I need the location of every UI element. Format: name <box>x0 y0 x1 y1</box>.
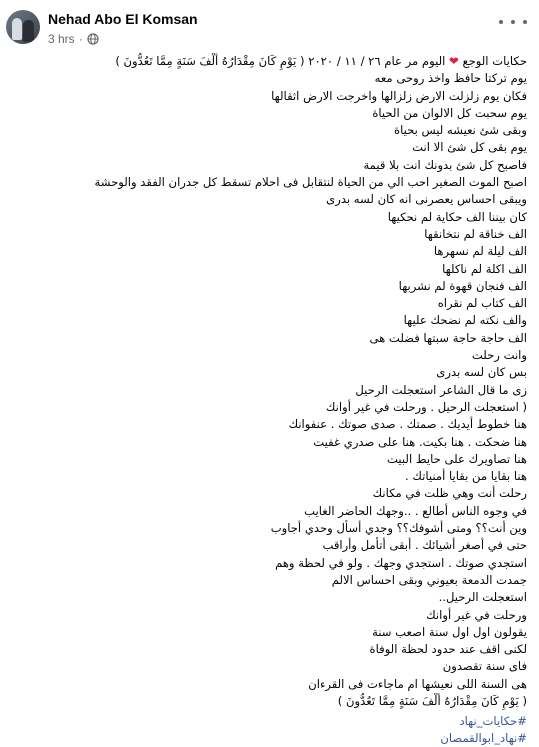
post-text-line: استعجلت الرحيل.. <box>438 590 527 605</box>
post-text-line: رحلت أنت وهي ظلت في مكانك <box>372 486 527 501</box>
post-text-line: جمدت الدمعة بعيوني وبقى احساس الالم <box>331 572 527 587</box>
post-text-line: يوم بقى كل شئ الا انت <box>412 140 527 155</box>
post-text-line: ( استعجلت الرحيل . ورحلت في غير أوانك <box>325 399 527 414</box>
post-body <box>12 53 527 747</box>
post-text-line: هنا ضحكت . هنا بكيت. هنا على صدري غفيت <box>313 434 527 449</box>
post-text-line: فكان يوم زلزلت الارض زلزالها واخرجت الارض اثقالها <box>271 88 527 103</box>
post-header <box>0 0 539 50</box>
more-options-icon[interactable] <box>499 14 527 30</box>
post-time[interactable]: 3 hrs <box>48 32 75 46</box>
post-text-line: هنا بقايا من بقايا أمنياتك . <box>404 469 527 484</box>
hashtag-link[interactable]: #حكايات_نهاد <box>459 714 527 729</box>
post-text-line: هنا تصاويرك على حايط البيت <box>387 451 527 466</box>
post-text-line: بس كان لسه بدرى <box>436 365 527 380</box>
post-text-line: حتى في أصغر أشيائك . أبقى أتأمل وأراقب <box>322 538 527 553</box>
globe-icon[interactable] <box>87 33 99 45</box>
post-text-line: هى السنة اللى نعيشها ام ماجاءت فى القرءان <box>308 676 527 691</box>
post-text-line: ويبقى احساس يعصرنى انه كان لسه بدرى <box>326 192 527 207</box>
hashtags <box>12 713 527 747</box>
post-text-line: وين أنت؟؟ ومتى أشوفك؟؟ وجدي أسأل وحدي أجاوب <box>270 521 527 536</box>
post-text-line: وانت رحلت <box>471 348 527 363</box>
post-text-line: في وجوه الناس أطالع . ..وجهك الحاضر الغايب <box>304 503 527 518</box>
meta-separator: · <box>78 32 83 46</box>
heart-icon: ❤ <box>449 54 459 68</box>
avatar[interactable] <box>6 10 40 44</box>
post-text-line: اصبح الموت الصغير احب الي من الحياة لنتقابل فى احلام تسقط كل جدران الفقد والوحشة <box>94 175 527 190</box>
post-text-line: زى ما قال الشاعر استعجلت الرحيل <box>355 382 527 397</box>
post-text-line: وبقى شئ نعيشه ليس بحياة <box>394 123 527 138</box>
post-text-line: الف اكلة لم ناكلها <box>442 261 527 276</box>
post-text-line: ورحلت في غير أوانك <box>426 607 527 622</box>
post-meta <box>48 31 99 47</box>
post-text-line: هنا خطوط أيديك . صمتك . صدى صوتك . عنفوانك <box>288 417 527 432</box>
post-text-line: الف كتاب لم نقراه <box>437 296 527 311</box>
post-text-line: فاصبح كل شئ بدونك انت بلا قيمة <box>363 157 527 172</box>
post-text-line: يوم سحبت كل الالوان من الحياة <box>372 105 527 120</box>
post-text-line: ( يَوْمٍ كَانَ مِقْدَارُهُ أَلْفَ سَنَةٍ مِمَّا تَعُدُّونَ ) <box>337 693 527 708</box>
post-text-line: الف ليلة لم نسهرها <box>433 244 527 259</box>
post-text-line: الف حاجة حاجة سبتها فضلت هى <box>369 330 527 345</box>
post-text-line: والف نكته لم نضحك عليها <box>403 313 527 328</box>
post-text-line: الف خناقة لم نتخانقها <box>424 226 527 241</box>
post-text-line: كان بيننا الف حكاية لم نحكيها <box>387 209 527 224</box>
post-text-line: فاى سنة تقصدون <box>442 659 527 674</box>
post-text-line: يقولون اول اول سنة اصعب سنة <box>372 624 527 639</box>
post-text-line: استجدي صوتك . استجدي وجهك . ولو في لحظة وهم <box>275 555 527 570</box>
author-name[interactable]: Nehad Abo El Komsan <box>48 11 198 27</box>
post-title: حكايات الوجع ❤ اليوم مر عام ٢٦ / ١١ / ٢٠٢٠ ( يَوْمٍ كَانَ مِقْدَارُهُ أَلْفَ سَنَةٍ مِمَّا تَعُدُّونَ ) <box>115 54 527 68</box>
post-text-line: يوم تركتا حافظ واخذ روحى معه <box>374 71 527 86</box>
post-text-line: الف فنجان قهوة لم نشربها <box>398 278 527 293</box>
hashtag-link[interactable]: #نهاد_ابوالقمصان <box>440 731 527 746</box>
post-text-line: لكنى اقف عند حدود لحظة الوفاة <box>369 642 527 657</box>
